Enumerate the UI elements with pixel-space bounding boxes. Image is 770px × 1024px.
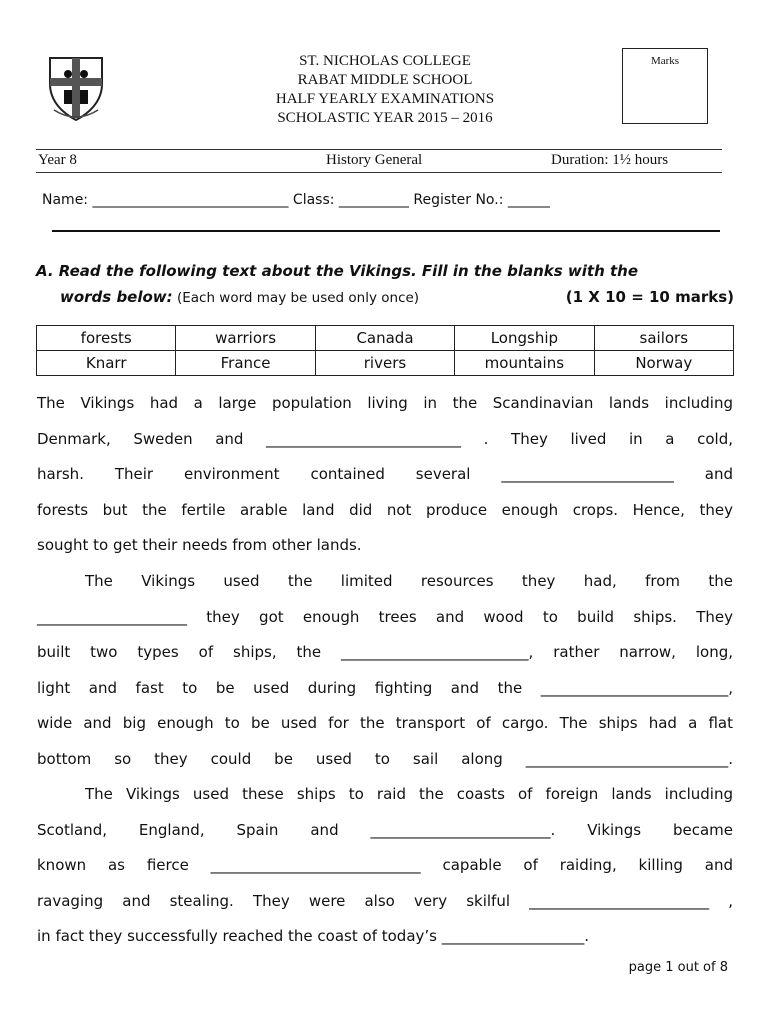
header-divider-top [36,149,722,150]
school-subname: RABAT MIDDLE SCHOOL [297,72,473,88]
passage-line[interactable]: Scotland, England, Spain and ________________________. Vikings became [37,820,733,839]
word-bank-cell: rivers [315,351,454,376]
word-bank-cell: Knarr [37,351,176,376]
year-label: Year 8 [38,152,77,168]
passage-line: The Vikings used the limited resources they had, from the [85,572,733,590]
word-bank-cell: France [176,351,315,376]
word-bank-cell: warriors [176,326,315,351]
passage-line[interactable]: built two types of ships, the _________________________, rather narrow, long, [37,643,733,662]
passage-line: sought to get their needs from other lands. [37,536,362,555]
question-a-marks: (1 X 10 = 10 marks) [565,288,734,306]
scholastic-year: SCHOLASTIC YEAR 2015 – 2016 [277,110,493,126]
word-bank-cell: sailors [594,326,733,351]
passage-line: The Vikings used these ships to raid the coasts of foreign lands including [85,785,733,803]
question-a-line1: A. Read the following text about the Vikings. Fill in the blanks with the [36,262,639,280]
passage-line[interactable]: ____________________ they got enough trees and wood to build ships. They [37,607,733,626]
exam-title: HALF YEARLY EXAMINATIONS [275,91,495,107]
header-divider-bottom [36,172,722,173]
passage-line[interactable]: bottom so they could be used to sail along ___________________________. [37,749,733,768]
word-bank-row [37,351,734,376]
passage-line: wide and big enough to be used for the transport of cargo. The ships had a flat [37,714,733,733]
passage-line[interactable]: harsh. Their environment contained several _______________________ and [37,465,733,484]
word-bank-row [37,326,734,351]
word-bank-cell: Longship [455,326,594,351]
word-bank-cell: Canada [315,326,454,351]
marks-box [622,48,708,124]
passage-paragraph-3 [37,777,733,955]
question-a-line2: words below: [60,288,173,306]
school-header [210,52,560,128]
word-bank-cell: mountains [455,351,594,376]
page-number: page 1 out of 8 [628,960,728,975]
section-separator [52,230,720,232]
question-a-note: (Each word may be used only once) [172,290,420,306]
subject-label: History General [326,152,423,168]
word-bank-cell: forests [37,326,176,351]
passage-paragraph-1 [37,386,733,564]
passage-line: forests but the fertile arable land did not produce enough crops. Hence, they [37,500,733,519]
question-a-title [36,258,736,311]
passage-line[interactable]: in fact they successfully reached the coast of today’s ___________________. [37,927,590,946]
word-bank-cell: Norway [594,351,733,376]
word-bank-table [36,325,734,376]
school-crest-icon [44,52,108,122]
school-name: ST. NICHOLAS COLLEGE [299,53,471,69]
duration-label: Duration: 1½ hours [551,152,669,168]
passage-line[interactable]: known as fierce ____________________________ capable of raiding, killing and [37,856,733,875]
passage-line[interactable]: light and fast to be used during fighting and the _________________________, [37,678,733,697]
passage-line[interactable]: Denmark, Sweden and __________________________ . They lived in a cold, [37,429,733,448]
marks-label: Marks [650,55,680,67]
passage-line[interactable]: ravaging and stealing. They were also very skilful ________________________ , [37,891,733,910]
passage-line: The Vikings had a large population living in the Scandinavian lands including [37,394,733,412]
passage-paragraph-2 [37,564,733,778]
student-details-line[interactable]: Name: ____________________________ Class: __________ Register No.: ______ [42,192,550,208]
